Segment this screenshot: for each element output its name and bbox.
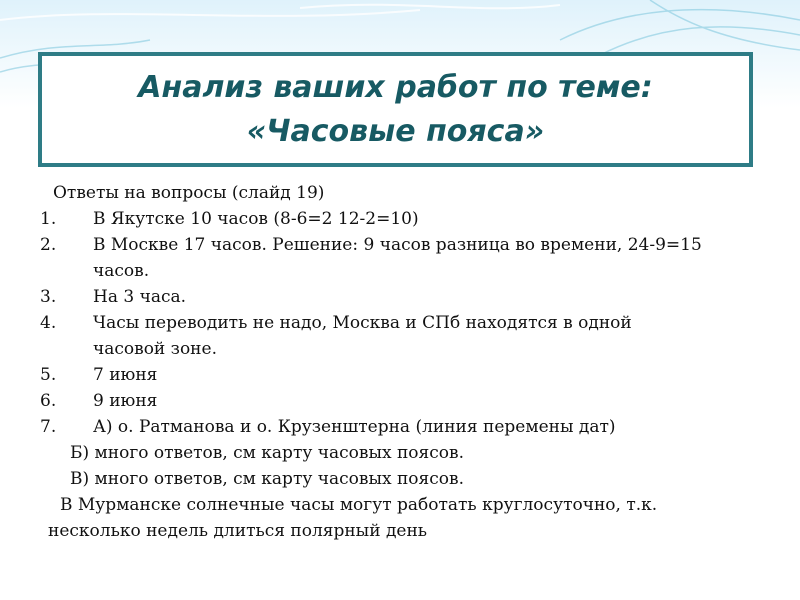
answer-text: 7 июня bbox=[93, 365, 158, 385]
sub-answer-b bbox=[0, 440, 800, 466]
answer-text: На 3 часа. bbox=[93, 287, 187, 307]
answer-number: 2. bbox=[40, 235, 57, 255]
answer-text: часовой зоне. bbox=[93, 339, 217, 359]
sub-answer-text: Б) много ответов, см карту часовых поясов. bbox=[70, 443, 464, 463]
sub-answer-text: В) много ответов, см карту часовых поясов. bbox=[70, 469, 464, 489]
intro-text: Ответы на вопросы (слайд 19) bbox=[53, 183, 325, 203]
conclusion-line-2 bbox=[0, 518, 800, 544]
answer-3 bbox=[0, 284, 800, 310]
answer-number: 4. bbox=[40, 313, 57, 333]
answer-text: Часы переводить не надо, Москва и СПб находятся в одной bbox=[93, 313, 632, 333]
title-box bbox=[38, 52, 753, 167]
answer-6 bbox=[0, 388, 800, 414]
answer-number: 6. bbox=[40, 391, 57, 411]
conclusion-text: В Мурманске солнечные часы могут работать круглосуточно, т.к. bbox=[60, 495, 658, 515]
answer-text: часов. bbox=[93, 261, 150, 281]
answer-text: В Якутске 10 часов (8-6=2 12-2=10) bbox=[93, 209, 419, 229]
answer-5 bbox=[0, 362, 800, 388]
answer-text: В Москве 17 часов. Решение: 9 часов разница во времени, 24-9=15 bbox=[93, 235, 702, 255]
conclusion-text: несколько недель длиться полярный день bbox=[48, 521, 428, 541]
answer-number: 5. bbox=[40, 365, 57, 385]
answer-text: А) о. Ратманова и о. Крузенштерна (линия перемены дат) bbox=[93, 417, 616, 437]
answer-number: 7. bbox=[40, 417, 57, 437]
answer-4-continued bbox=[0, 336, 800, 362]
answer-2 bbox=[0, 232, 800, 258]
answer-4 bbox=[0, 310, 800, 336]
title-line-2: «Часовые пояса» bbox=[246, 113, 545, 149]
answer-number: 3. bbox=[40, 287, 57, 307]
answers-text bbox=[0, 180, 800, 544]
answer-1 bbox=[0, 206, 800, 232]
answer-2-continued bbox=[0, 258, 800, 284]
title-line-1: Анализ ваших работ по теме: bbox=[138, 69, 653, 105]
answer-text: 9 июня bbox=[93, 391, 158, 411]
sub-answer-v bbox=[0, 466, 800, 492]
answer-number: 1. bbox=[40, 209, 57, 229]
answer-7 bbox=[0, 414, 800, 440]
conclusion-line-1 bbox=[0, 492, 800, 518]
intro-line bbox=[0, 180, 800, 206]
